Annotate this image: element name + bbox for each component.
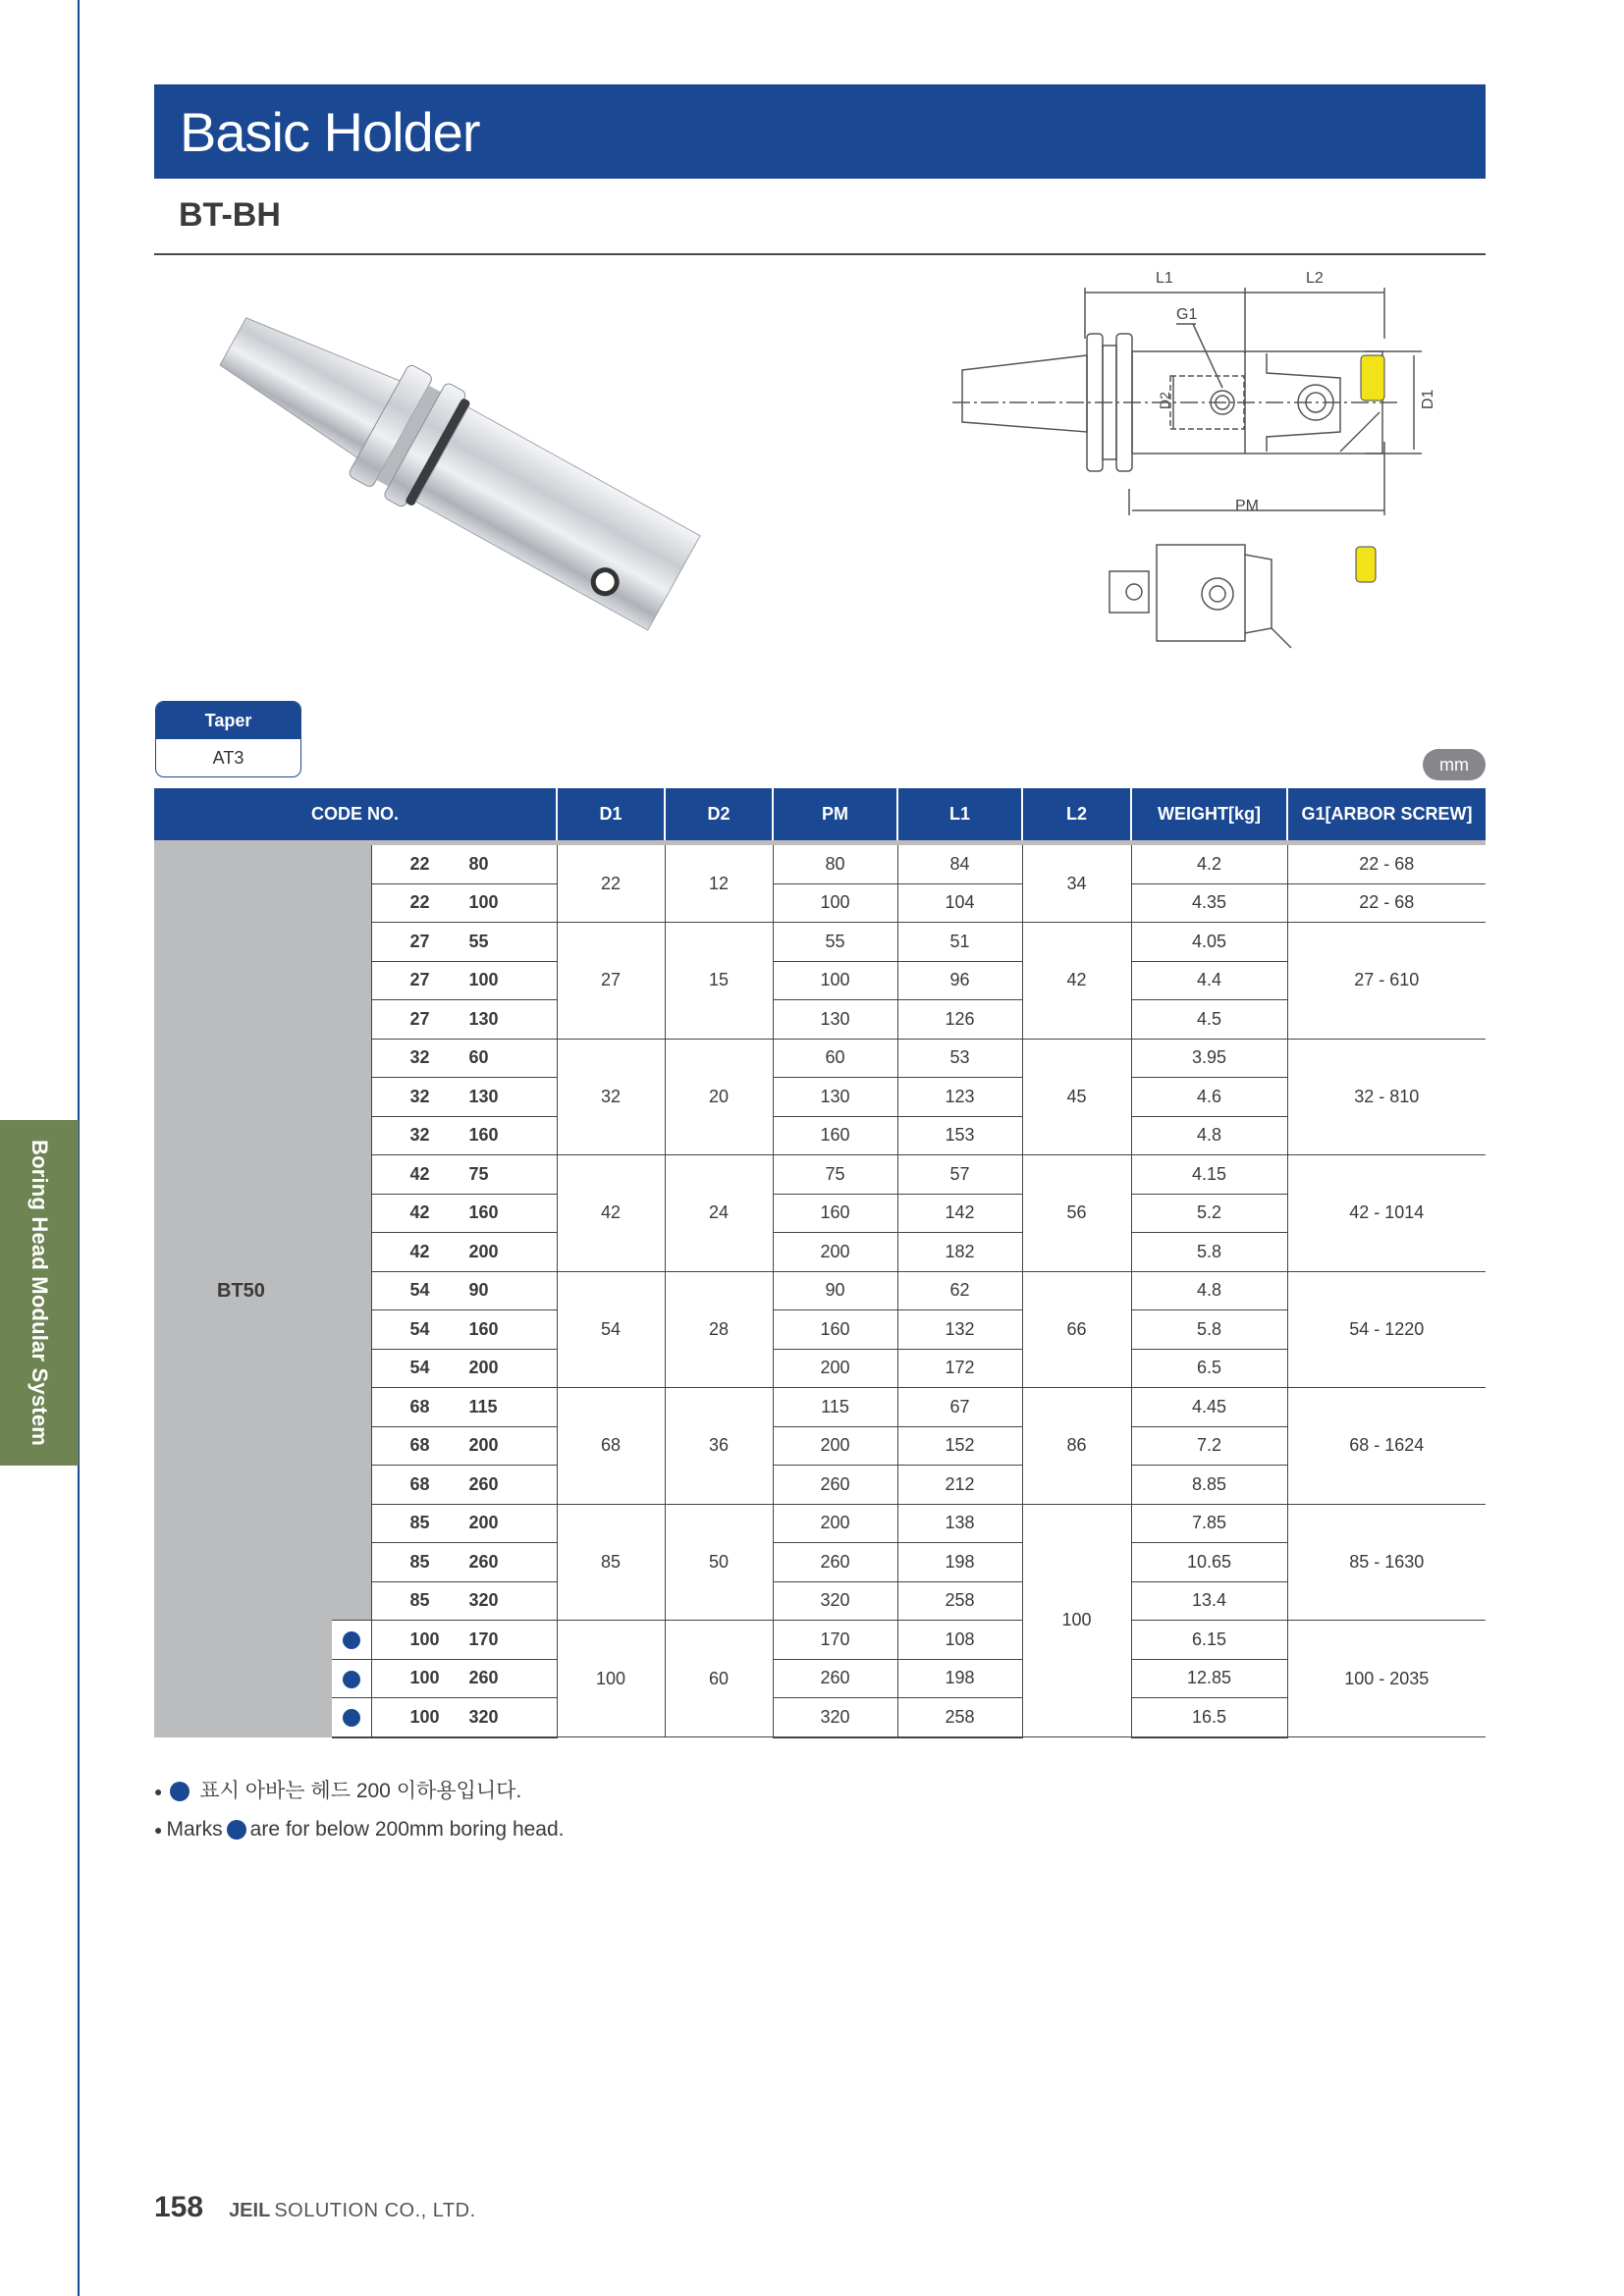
table-row: [154, 1116, 1486, 1155]
d2-cell: 60: [665, 1621, 773, 1737]
d1-cell: 22: [557, 843, 665, 923]
code-cell: [371, 1271, 557, 1310]
d2-cell: 12: [665, 843, 773, 923]
bullet-icon: ●: [154, 1784, 163, 1800]
section-side-tab-label: Boring Head Modular System: [27, 1139, 52, 1447]
code-diameter: 100: [409, 1706, 440, 1727]
code-diameter: 42: [409, 1163, 430, 1184]
header-l1: L1: [897, 788, 1022, 843]
l2-cell: 45: [1022, 1039, 1131, 1155]
table-row: [154, 1349, 1486, 1388]
blue-dot-marker-icon: [343, 1631, 360, 1649]
pm-cell: 200: [773, 1349, 897, 1388]
marker-cell: [332, 923, 371, 962]
table-row: [154, 883, 1486, 923]
pm-cell: 130: [773, 1078, 897, 1117]
code-diameter: 100: [409, 1629, 440, 1649]
g1-cell: 27 - 610: [1287, 923, 1486, 1040]
marker-cell: [332, 1194, 371, 1233]
pm-cell: 80: [773, 843, 897, 884]
pm-cell: 115: [773, 1388, 897, 1427]
code-diameter: 42: [409, 1202, 430, 1223]
weight-cell: 6.15: [1131, 1621, 1287, 1660]
g1-cell: 54 - 1220: [1287, 1271, 1486, 1388]
page-title: Basic Holder: [180, 101, 480, 163]
d2-cell: 36: [665, 1388, 773, 1505]
marker-cell: [332, 1426, 371, 1466]
marker-cell: [332, 1621, 371, 1660]
pm-cell: 160: [773, 1116, 897, 1155]
marker-cell: [332, 1581, 371, 1621]
code-length: 60: [468, 1047, 489, 1068]
table-row: [154, 961, 1486, 1000]
pm-cell: 75: [773, 1155, 897, 1195]
code-diameter: 54: [409, 1280, 430, 1301]
shank-body: [416, 407, 700, 630]
weight-cell: 3.95: [1131, 1039, 1287, 1078]
table-row: [154, 1233, 1486, 1272]
l1-cell: 57: [897, 1155, 1022, 1195]
code-cell: [371, 883, 557, 923]
code-length: 260: [468, 1551, 499, 1572]
l1-cell: 198: [897, 1543, 1022, 1582]
marker-cell: [332, 1543, 371, 1582]
code-diameter: 32: [409, 1125, 430, 1146]
pm-cell: 320: [773, 1581, 897, 1621]
blue-dot-marker-icon: [227, 1820, 246, 1840]
d2-cell: 15: [665, 923, 773, 1040]
note-korean-text: 표시 아바는 헤드 200 이하용입니다.: [199, 1780, 522, 1802]
l1-cell: 104: [897, 883, 1022, 923]
l2-cell: 56: [1022, 1155, 1131, 1272]
marker-cell: [332, 1116, 371, 1155]
l1-cell: 62: [897, 1271, 1022, 1310]
code-diameter: 27: [409, 931, 430, 951]
pm-cell: 55: [773, 923, 897, 962]
weight-cell: 5.8: [1131, 1310, 1287, 1350]
code-diameter: 68: [409, 1473, 430, 1494]
weight-cell: 6.5: [1131, 1349, 1287, 1388]
code-diameter: 27: [409, 1008, 430, 1029]
weight-cell: 5.2: [1131, 1194, 1287, 1233]
weight-cell: 4.4: [1131, 961, 1287, 1000]
weight-cell: 4.5: [1131, 1000, 1287, 1040]
code-cell: [371, 1155, 557, 1195]
weight-cell: 4.6: [1131, 1078, 1287, 1117]
code-cell: [371, 1116, 557, 1155]
l1-cell: 142: [897, 1194, 1022, 1233]
unit-badge: mm: [1423, 749, 1486, 780]
insert-yellow: [1361, 355, 1384, 400]
g1-cell: 100 - 2035: [1287, 1621, 1486, 1737]
weight-cell: 4.45: [1131, 1388, 1287, 1427]
code-cell: [371, 1581, 557, 1621]
weight-cell: 4.15: [1131, 1155, 1287, 1195]
weight-cell: 4.35: [1131, 883, 1287, 923]
marker-cell: [332, 1466, 371, 1505]
marker-cell: [332, 1000, 371, 1040]
code-diameter: 22: [409, 853, 430, 874]
code-diameter: 32: [409, 1047, 430, 1068]
marker-cell: [332, 1155, 371, 1195]
l2-cell: 42: [1022, 923, 1131, 1040]
marker-cell: [332, 961, 371, 1000]
code-cell: [371, 1194, 557, 1233]
label-l1: L1: [1156, 270, 1173, 287]
code-cell: [371, 1388, 557, 1427]
l1-cell: 84: [897, 843, 1022, 884]
technical-drawing: [933, 265, 1502, 707]
d2-cell: 28: [665, 1271, 773, 1388]
l1-cell: 212: [897, 1466, 1022, 1505]
code-diameter: 85: [409, 1513, 430, 1533]
product-photo: [177, 265, 707, 677]
table-row: [154, 1194, 1486, 1233]
code-length: 160: [468, 1202, 499, 1223]
code-diameter: 85: [409, 1551, 430, 1572]
header-g1: G1[ARBOR SCREW]: [1287, 788, 1486, 843]
code-cell: [371, 1078, 557, 1117]
note-korean: [154, 1775, 521, 1804]
weight-cell: 4.8: [1131, 1271, 1287, 1310]
code-length: 260: [468, 1473, 499, 1494]
d2-cell: 24: [665, 1155, 773, 1272]
code-length: 200: [468, 1435, 499, 1456]
code-cell: [371, 1543, 557, 1582]
insert-yellow-lower: [1356, 547, 1376, 582]
pm-cell: 160: [773, 1310, 897, 1350]
marker-cell: [332, 1271, 371, 1310]
g1-cell: 85 - 1630: [1287, 1504, 1486, 1621]
code-diameter: 22: [409, 892, 430, 913]
pm-cell: 260: [773, 1543, 897, 1582]
pm-cell: 100: [773, 883, 897, 923]
weight-cell: 10.65: [1131, 1543, 1287, 1582]
code-length: 160: [468, 1125, 499, 1146]
code-length: 170: [468, 1629, 499, 1649]
l1-cell: 123: [897, 1078, 1022, 1117]
code-length: 320: [468, 1706, 499, 1727]
code-cell: [371, 1504, 557, 1543]
code-diameter: 42: [409, 1241, 430, 1261]
code-diameter: 85: [409, 1590, 430, 1611]
taper-value: AT3: [212, 747, 244, 768]
d2-cell: 50: [665, 1504, 773, 1621]
table-row: [154, 1466, 1486, 1505]
pm-cell: 200: [773, 1426, 897, 1466]
marker-cell: [332, 1504, 371, 1543]
page-footer: [154, 2191, 476, 2224]
spec-table: [154, 788, 1486, 1738]
code-cell: [371, 1621, 557, 1660]
pm-cell: 200: [773, 1504, 897, 1543]
header-pm: PM: [773, 788, 897, 843]
table-row: [154, 1621, 1486, 1660]
weight-cell: 8.85: [1131, 1466, 1287, 1505]
code-cell: [371, 1233, 557, 1272]
table-row: [154, 923, 1486, 962]
l2-cell: 34: [1022, 843, 1131, 923]
weight-cell: 4.2: [1131, 843, 1287, 884]
code-cell: [371, 1310, 557, 1350]
section-side-tab: [0, 1120, 79, 1466]
g1-cell: 22 - 68: [1287, 883, 1486, 923]
code-cell: [371, 1000, 557, 1040]
pm-cell: 260: [773, 1659, 897, 1698]
table-row: [154, 1388, 1486, 1427]
taper-info-box: [155, 701, 301, 777]
company-name: SOLUTION CO., LTD.: [274, 2200, 476, 2221]
d1-cell: 27: [557, 923, 665, 1040]
l1-cell: 67: [897, 1388, 1022, 1427]
marker-cell: [332, 1078, 371, 1117]
table-row: [154, 1659, 1486, 1698]
weight-cell: 12.85: [1131, 1659, 1287, 1698]
table-row: [154, 1078, 1486, 1117]
code-length: 200: [468, 1241, 499, 1261]
l1-cell: 51: [897, 923, 1022, 962]
marker-cell: [332, 1388, 371, 1427]
code-length: 200: [468, 1358, 499, 1378]
marker-cell: [332, 1310, 371, 1350]
code-length: 160: [468, 1318, 499, 1339]
l1-cell: 152: [897, 1426, 1022, 1466]
table-row: [154, 1504, 1486, 1543]
l1-cell: 258: [897, 1698, 1022, 1737]
code-length: 80: [468, 853, 489, 874]
marker-cell: [332, 1349, 371, 1388]
label-pm: PM: [1235, 498, 1259, 514]
code-length: 130: [468, 1086, 499, 1106]
code-diameter: 27: [409, 970, 430, 990]
code-cell: [371, 1426, 557, 1466]
d1-cell: 54: [557, 1271, 665, 1388]
d1-cell: 68: [557, 1388, 665, 1505]
weight-cell: 4.05: [1131, 923, 1287, 962]
l1-cell: 182: [897, 1233, 1022, 1272]
code-length: 55: [468, 931, 489, 951]
g1-cell: 42 - 1014: [1287, 1155, 1486, 1272]
code-length: 75: [468, 1163, 489, 1184]
product-code-subtitle: BT-BH: [179, 196, 281, 234]
weight-cell: 5.8: [1131, 1233, 1287, 1272]
blue-dot-marker-icon: [170, 1782, 189, 1801]
l1-cell: 172: [897, 1349, 1022, 1388]
pm-cell: 260: [773, 1466, 897, 1505]
table-row: [154, 1698, 1486, 1737]
table-row: [154, 1039, 1486, 1078]
code-diameter: 68: [409, 1435, 430, 1456]
blue-dot-marker-icon: [343, 1671, 360, 1688]
header-d2: D2: [665, 788, 773, 843]
d1-cell: 85: [557, 1504, 665, 1621]
pm-cell: 200: [773, 1233, 897, 1272]
code-cell: [371, 1659, 557, 1698]
g1-cell: 68 - 1624: [1287, 1388, 1486, 1505]
d1-cell: 42: [557, 1155, 665, 1272]
pm-cell: 320: [773, 1698, 897, 1737]
l1-cell: 258: [897, 1581, 1022, 1621]
table-row: [154, 1000, 1486, 1040]
code-length: 100: [468, 892, 499, 913]
code-length: 130: [468, 1008, 499, 1029]
code-cell: [371, 1698, 557, 1737]
code-length: 115: [468, 1396, 498, 1416]
l1-cell: 53: [897, 1039, 1022, 1078]
note-english-text: are for below 200mm boring head.: [249, 1818, 565, 1841]
code-cell: [371, 923, 557, 962]
code-cell: [371, 843, 557, 884]
code-diameter: 68: [409, 1396, 430, 1416]
title-bar: [154, 84, 1486, 179]
l1-cell: 198: [897, 1659, 1022, 1698]
pm-cell: 90: [773, 1271, 897, 1310]
pm-cell: 170: [773, 1621, 897, 1660]
page-number: 158: [154, 2191, 204, 2223]
taper-type-cell: BT50: [154, 843, 332, 1737]
weight-cell: 7.85: [1131, 1504, 1287, 1543]
marker-cell: [332, 843, 371, 884]
table-row: [154, 1581, 1486, 1621]
marker-cell: [332, 1698, 371, 1737]
marker-cell: [332, 1039, 371, 1078]
code-diameter: 54: [409, 1318, 430, 1339]
l1-cell: 132: [897, 1310, 1022, 1350]
header-code: CODE NO.: [154, 788, 557, 843]
marker-cell: [332, 883, 371, 923]
table-body: [154, 843, 1486, 1737]
code-length: 320: [468, 1590, 499, 1611]
code-cell: [371, 1466, 557, 1505]
l1-cell: 108: [897, 1621, 1022, 1660]
label-d2: D2: [1157, 392, 1172, 409]
note-english-prefix: Marks: [166, 1818, 223, 1841]
l2-cell: 66: [1022, 1271, 1131, 1388]
code-cell: [371, 1039, 557, 1078]
pm-cell: 160: [773, 1194, 897, 1233]
code-diameter: 32: [409, 1086, 430, 1106]
l2-cell: 86: [1022, 1388, 1131, 1505]
bullet-icon: ●: [154, 1822, 163, 1839]
weight-cell: 4.8: [1131, 1116, 1287, 1155]
l1-cell: 126: [897, 1000, 1022, 1040]
d2-cell: 20: [665, 1039, 773, 1155]
table-row: [154, 843, 1486, 884]
table-row: [154, 1271, 1486, 1310]
code-length: 90: [468, 1280, 489, 1301]
table-row: [154, 1310, 1486, 1350]
g1-cell: 32 - 810: [1287, 1039, 1486, 1155]
header-weight: WEIGHT[kg]: [1131, 788, 1287, 843]
weight-cell: 13.4: [1131, 1581, 1287, 1621]
d1-cell: 32: [557, 1039, 665, 1155]
g1-cell: 22 - 68: [1287, 843, 1486, 884]
header-l2: L2: [1022, 788, 1131, 843]
note-english: [154, 1818, 565, 1842]
subtitle-divider: [154, 253, 1486, 255]
code-diameter: 54: [409, 1358, 430, 1378]
l1-cell: 138: [897, 1504, 1022, 1543]
d1-cell: 100: [557, 1621, 665, 1737]
blue-dot-marker-icon: [343, 1709, 360, 1727]
code-cell: [371, 1349, 557, 1388]
table-row: [154, 1543, 1486, 1582]
pm-cell: 60: [773, 1039, 897, 1078]
pm-cell: 100: [773, 961, 897, 1000]
header-d1: D1: [557, 788, 665, 843]
weight-cell: 16.5: [1131, 1698, 1287, 1737]
code-length: 260: [468, 1668, 499, 1688]
company-name-bold: JEIL: [229, 2200, 271, 2221]
code-diameter: 100: [409, 1668, 440, 1688]
l1-cell: 96: [897, 961, 1022, 1000]
weight-cell: 7.2: [1131, 1426, 1287, 1466]
l2-cell: 100: [1022, 1504, 1131, 1737]
label-d1: D1: [1420, 389, 1436, 409]
taper-label: Taper: [156, 702, 300, 739]
marker-cell: [332, 1233, 371, 1272]
table-row: [154, 1155, 1486, 1195]
marker-cell: [332, 1659, 371, 1698]
label-g1: G1: [1176, 306, 1198, 323]
pm-cell: 130: [773, 1000, 897, 1040]
l1-cell: 153: [897, 1116, 1022, 1155]
code-cell: [371, 961, 557, 1000]
table-row: [154, 1426, 1486, 1466]
table-header-row: [154, 788, 1486, 843]
label-l2: L2: [1306, 270, 1324, 287]
code-length: 200: [468, 1513, 499, 1533]
code-length: 100: [468, 970, 499, 990]
